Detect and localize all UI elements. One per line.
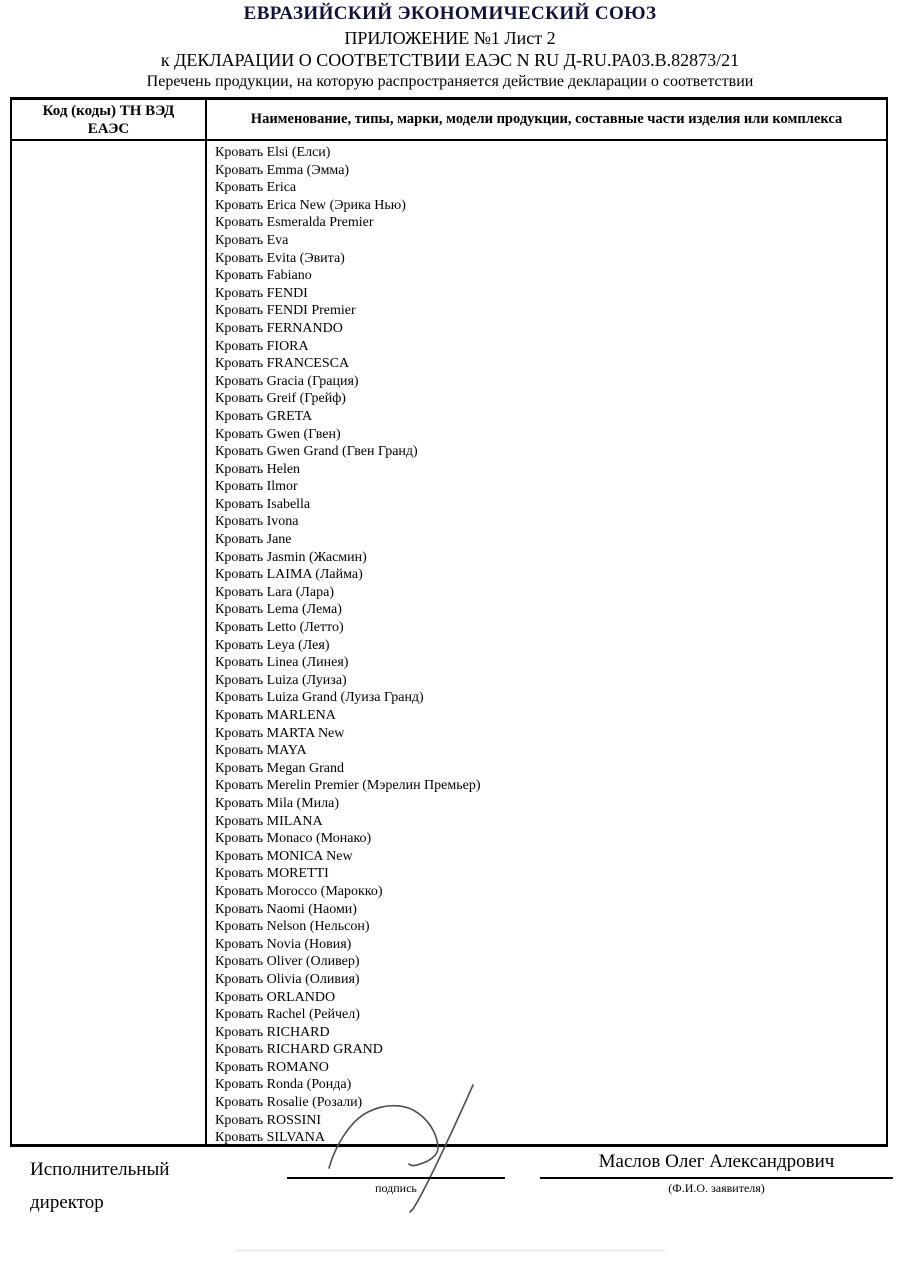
product-row: Кровать Monaco (Монако) [215,831,372,847]
product-row: Кровать Olivia (Оливия) [215,971,360,987]
product-row: Кровать Lara (Лара) [215,584,335,600]
table-header-row [12,100,886,141]
appendix-subtitle: ПРИЛОЖЕНИЕ №1 Лист 2 [344,28,556,48]
product-row: Кровать Erica [215,180,297,196]
product-row: Кровать FENDI Premier [215,303,356,319]
product-list-cell [207,141,886,1144]
product-row: Кровать Gracia (Грация) [215,373,359,389]
product-row: Кровать Jasmin (Жасмин) [215,549,367,565]
product-row: Кровать Isabella [215,496,311,512]
page-edge-shadow [235,1249,665,1252]
product-list-subtitle: Перечень продукции, на которую распространяется действие декларации о соответствии [146,73,754,90]
product-row: Кровать ROSSINI [215,1112,322,1128]
product-row: Кровать MARTA New [215,725,345,741]
product-row: Кровать Eva [215,232,289,248]
page-title: ЕВРАЗИЙСКИЙ ЭКОНОМИЧЕСКИЙ СОЮЗ [243,3,657,24]
product-row: Кровать SILVANA [215,1130,325,1146]
product-row: Кровать Novia (Новия) [215,936,352,952]
product-row: Кровать Lema (Лема) [215,602,342,618]
product-row: Кровать ORLANDO [215,989,336,1005]
product-row: Кровать Mila (Мила) [215,795,340,811]
product-row: Кровать FIORA [215,338,309,354]
product-row: Кровать Esmeralda Premier [215,215,374,231]
applicant-name-caption: (Ф.И.О. заявителя) [668,1181,765,1195]
signature-line [287,1177,505,1179]
product-row: Кровать Greif (Грейф) [215,391,346,407]
product-row: Кровать Rachel (Рейчел) [215,1007,360,1023]
product-row: Кровать Luiza Grand (Луиза Гранд) [215,690,424,706]
signature-caption: подпись [375,1181,417,1195]
product-row: Кровать RICHARD GRAND [215,1042,383,1058]
column-header-product-name: Наименование, типы, марки, модели продукции, составные части изделия или комплекса [250,111,843,127]
product-row: Кровать GRETA [215,408,313,424]
signer-position-label: Исполнительный директор [30,1159,170,1213]
product-row: Кровать Rosalie (Розали) [215,1095,363,1111]
product-row: Кровать Ilmor [215,479,298,495]
product-row: Кровать Elsi (Елси) [215,145,331,160]
product-row: Кровать Nelson (Нельсон) [215,919,370,935]
product-row: Кровать Ivona [215,514,299,530]
declaration-number-subtitle: к ДЕКЛАРАЦИИ О СООТВЕТСТВИИ ЕАЭС N RU Д-RU.РА03.В.82873/21 [160,50,740,70]
product-row: Кровать FRANCESCA [215,356,350,372]
product-row: Кровать Jane [215,532,292,548]
product-row: Кровать MORETTI [215,866,329,882]
product-row: Кровать Megan Grand [215,760,344,776]
product-row: Кровать Naomi (Наоми) [215,901,357,917]
product-row: Кровать Morocco (Марокко) [215,883,383,899]
handwritten-signature [300,1078,490,1223]
product-row: Кровать FENDI [215,285,308,301]
product-row: Кровать Merelin Premier (Мэрелин Премьер) [215,778,481,794]
product-row: Кровать ROMANO [215,1059,329,1075]
products-table [10,97,888,1147]
product-row: Кровать MARLENA [215,708,336,723]
product-row: Кровать LAIMA (Лайма) [215,567,363,583]
product-row: Кровать MAYA [215,743,307,759]
product-row: Кровать Linea (Линея) [215,655,349,671]
product-row: Кровать Letto (Летто) [215,620,344,636]
tnved-code-cell [12,141,207,1144]
product-row: Кровать Emma (Эмма) [215,162,350,178]
product-row: Кровать Leya (Лея) [215,637,330,653]
product-row: Кровать Gwen (Гвен) [215,426,341,442]
product-row: Кровать Gwen Grand (Гвен Гранд) [215,444,418,460]
product-row: Кровать RICHARD [215,1024,330,1040]
product-row: Кровать Ronda (Ронда) [215,1077,352,1093]
product-row: Кровать Erica New (Эрика Нью) [215,197,406,213]
product-row: Кровать Fabiano [215,268,312,284]
product-row: Кровать Luiza (Луиза) [215,672,347,688]
product-row: Кровать Oliver (Оливер) [215,954,360,970]
column-header-tnved-code: Код (коды) ТН ВЭД ЕАЭС [12,100,207,139]
product-row: Кровать MONICA New [215,848,353,864]
applicant-name-line [540,1177,893,1179]
product-row: Кровать MILANA [215,813,323,829]
table-body [12,141,886,1144]
product-row: Кровать Helen [215,461,301,477]
product-row: Кровать FERNANDO [215,320,343,336]
applicant-name: Маслов Олег Александрович [598,1151,835,1172]
product-row: Кровать Evita (Эвита) [215,250,345,266]
